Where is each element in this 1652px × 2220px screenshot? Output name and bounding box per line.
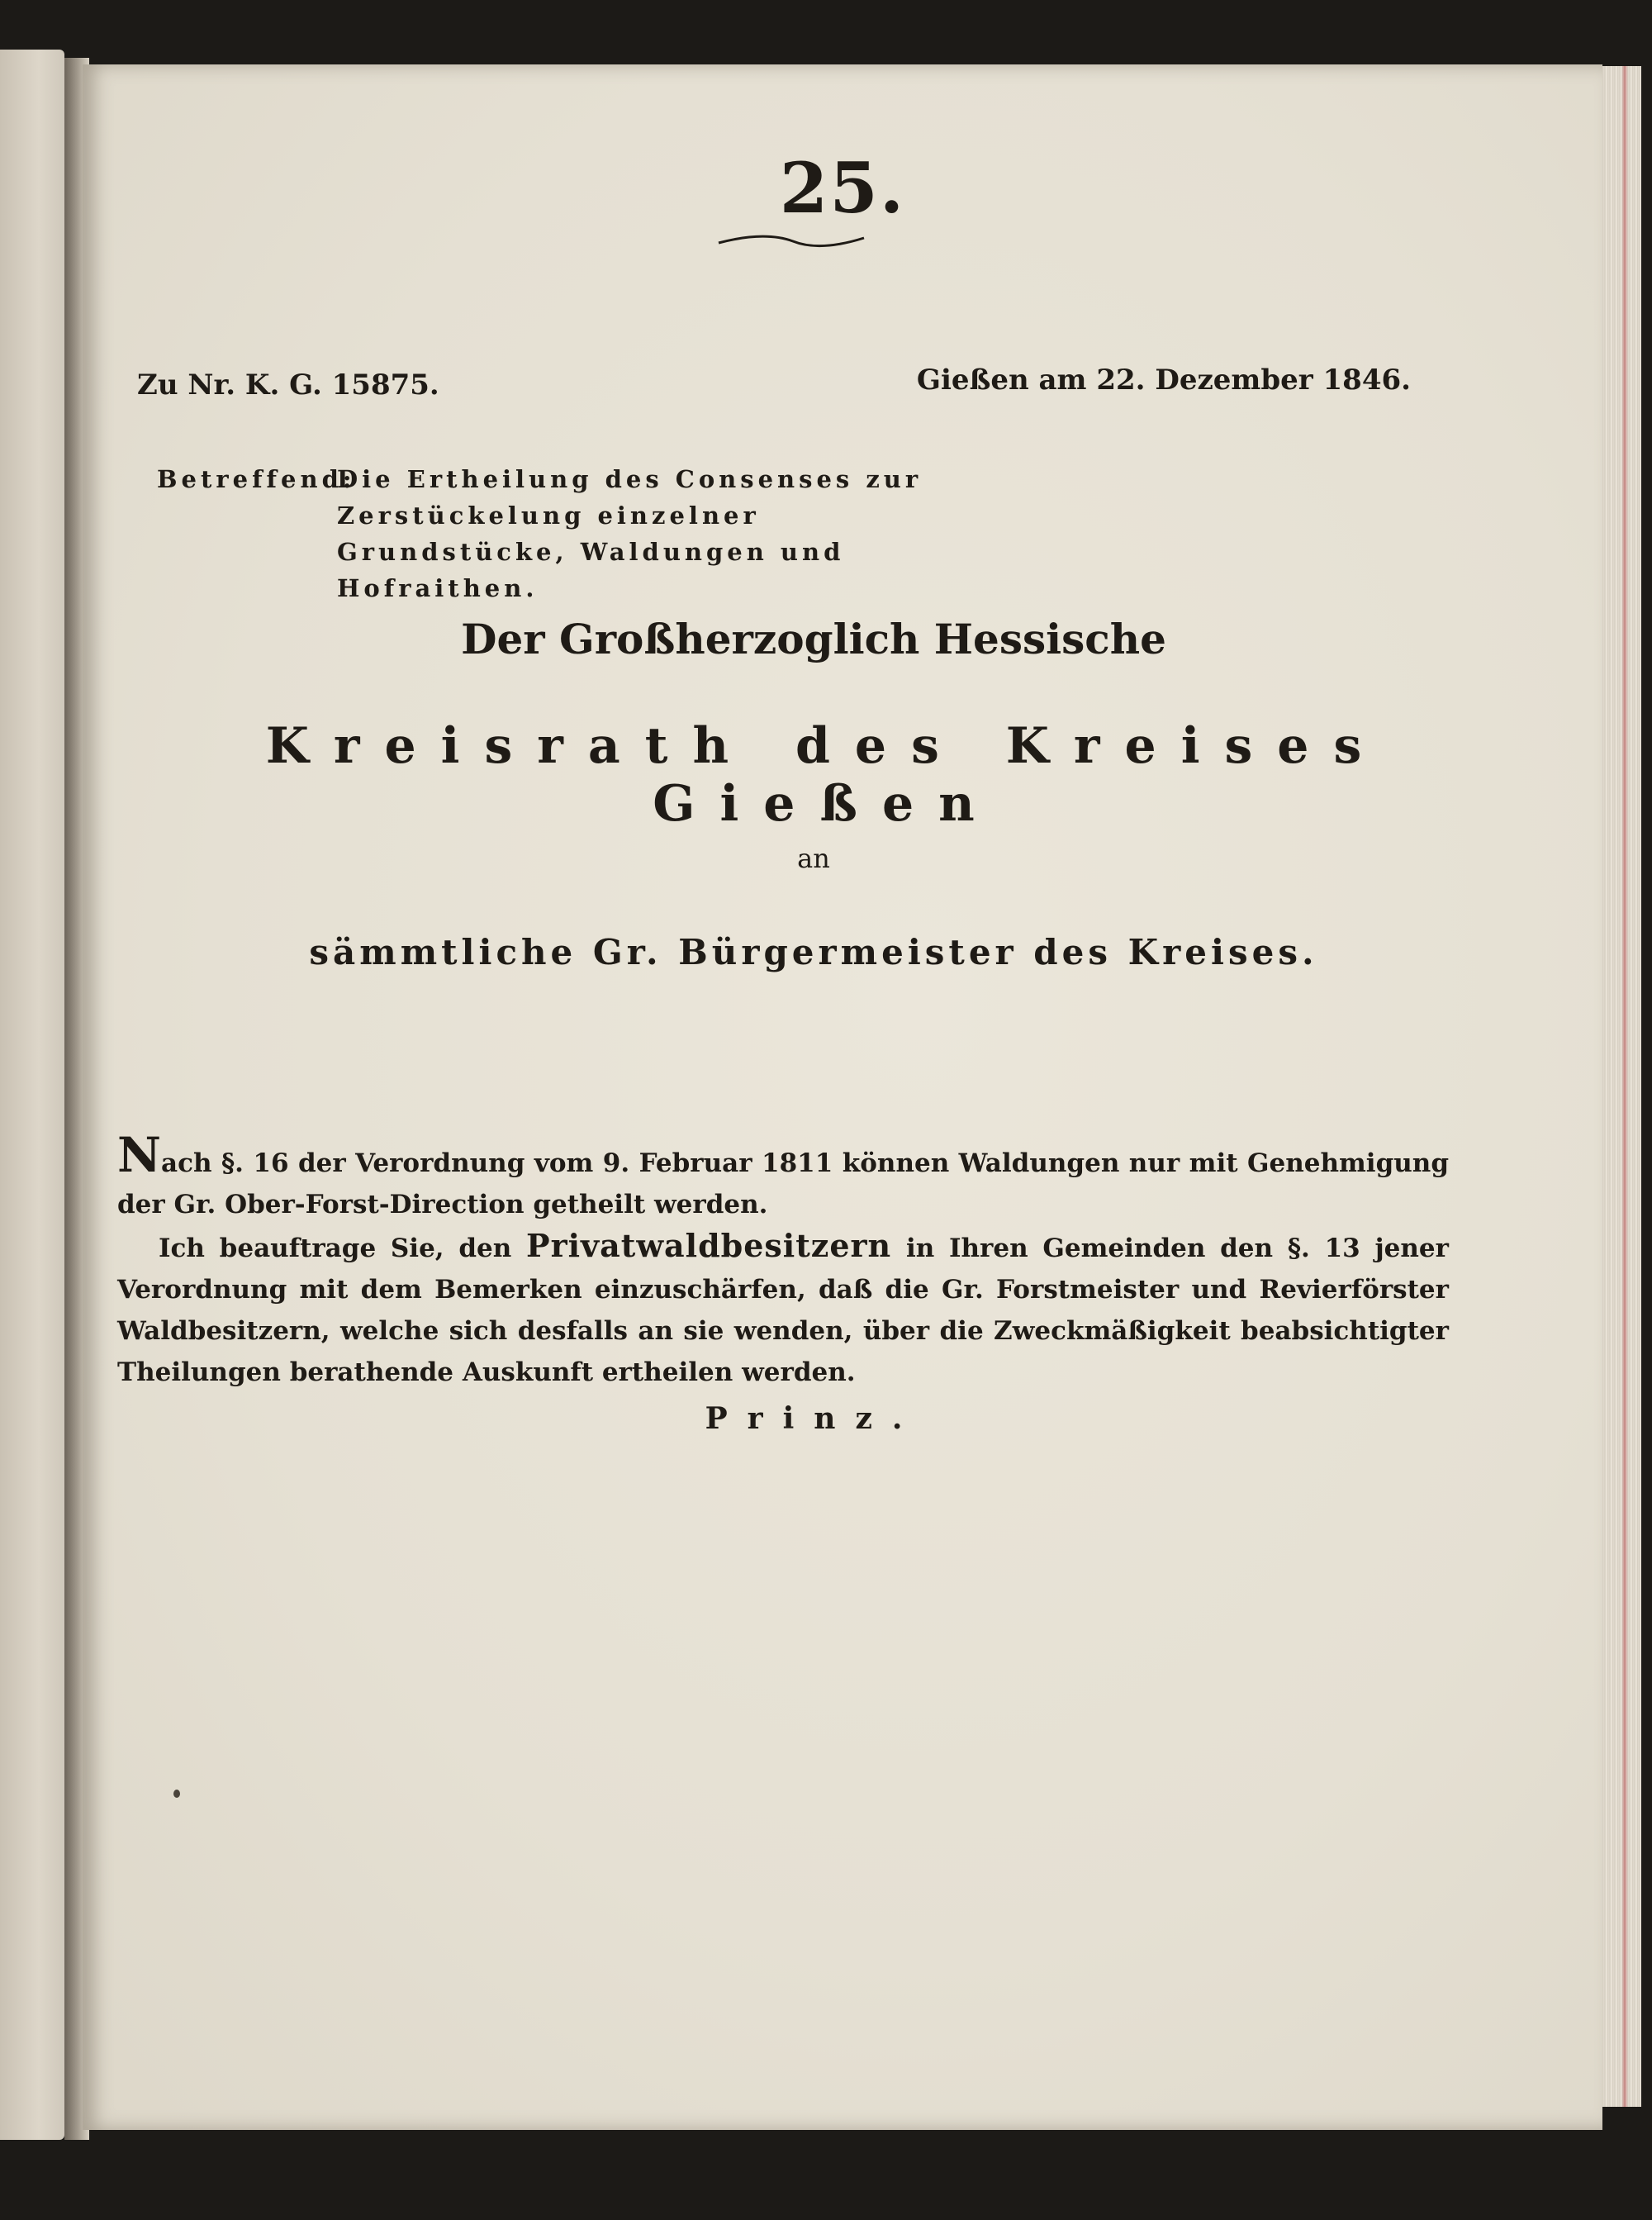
ink-spot (173, 1790, 180, 1798)
page-number: 25. (779, 147, 906, 229)
place-date-line: Gießen am 22. Dezember 1846. (916, 364, 1411, 397)
initial-letter: N (117, 1127, 162, 1183)
page-block-edges (1598, 66, 1641, 2107)
paragraph-1 (117, 1127, 1449, 1225)
paragraph-2-end: in Ihren Gemeinden den §. 13 jener Verordnung mit dem Bemerken einzuschärfen, daß die Gr. Forstmeister und Revierförster Waldbesitzern, welche sich desfalls an sie wenden, über die Zweckmäßigkeit beabsichtigter Theilungen berathende Auskunft ertheilen werden. (117, 1234, 1449, 1387)
adjacent-page-edge (0, 50, 64, 2140)
subject-text: Die Ertheilung des Consenses zur Zerstückelung einzelner Grundstücke, Waldungen und Hofraithen. (337, 465, 923, 602)
paragraph-2-emphasis: Privatwaldbesitzern (526, 1227, 892, 1264)
red-page-edge (1621, 66, 1628, 2107)
heading-line-2: Kreisrath des Kreises Gießen (265, 717, 1387, 833)
heading-line-4: sämmtliche Gr. Bürgermeister des Kreises. (309, 932, 1318, 972)
page-number-swash-ornament (717, 231, 866, 251)
paragraph-1-text: ach §. 16 der Verordnung vom 9. Februar 1811 können Waldungen nur mit Genehmigung der Gr. Ober-Forst-Direction getheilt werden. (117, 1148, 1449, 1219)
subject-label: Betreffend: (157, 465, 356, 493)
paragraph-2 (117, 1225, 1449, 1393)
document-page (83, 64, 1602, 2130)
heading-line-1: Der Großherzoglich Hessische (461, 615, 1166, 663)
signature: Prinz. (705, 1401, 923, 1436)
body-text (117, 1127, 1449, 1393)
reference-number: Zu Nr. K. G. 15875. (137, 368, 439, 402)
heading-line-3: an (797, 843, 830, 874)
paragraph-2-start: Ich beauftrage Sie, den (159, 1234, 527, 1263)
